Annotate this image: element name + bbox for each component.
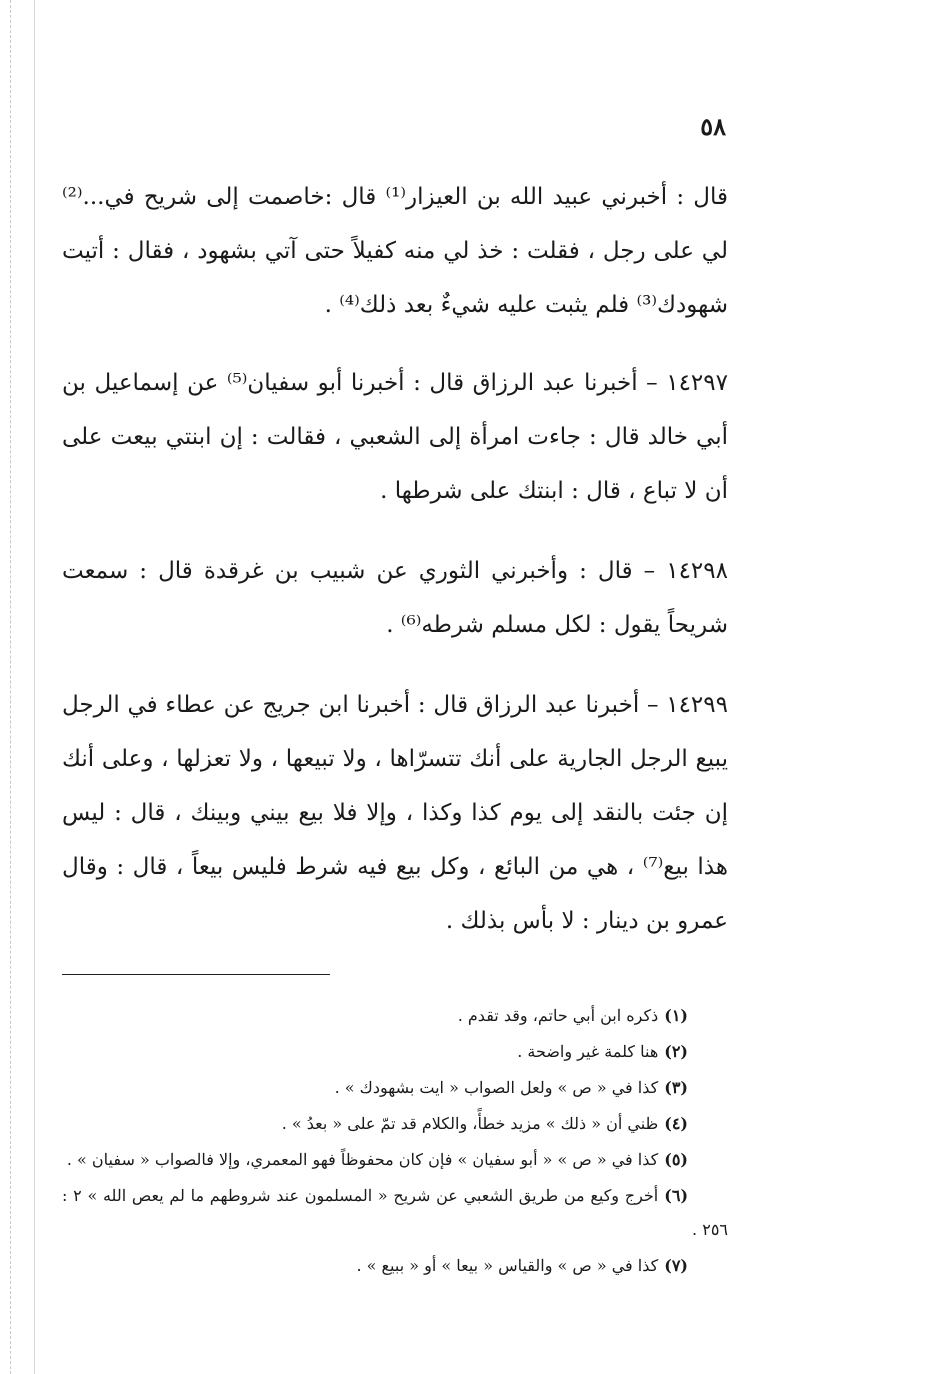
footnote xyxy=(62,1071,728,1105)
paragraph-narration: قال : أخبرني عبيد الله بن العيزار⁽¹⁾ قال :خاصمت إلى شريح في...⁽²⁾ لي على رجل ، فقلت : خذ لي منه كفيلاً حتى آتي بشهود ، فقال : أتيت شهودك⁽³⁾ فلم يثبت عليه شيءٌ بعد ذلك⁽⁴⁾ . xyxy=(62,184,728,318)
footnote-number: (١) xyxy=(664,1006,688,1025)
footnote xyxy=(62,999,728,1033)
footnote-number: (٦) xyxy=(664,1186,689,1205)
book-page xyxy=(62,112,728,1285)
footnote-text: أخرج وكيع من طريق الشعبي عن شريح « المسلمون عند شروطهم ما لم يعص الله » ٢ : ٢٥٦ . xyxy=(62,1186,728,1239)
footnote-number: (٣) xyxy=(664,1078,688,1097)
footnote-text: كذا في « ص » ولعل الصواب « ايت بشهودك » . xyxy=(334,1078,659,1097)
footnote-text: ذكره ابن أبي حاتم، وقد تقدم . xyxy=(457,1006,659,1025)
scan-margin-line xyxy=(34,0,35,1374)
footnote-number: (٢) xyxy=(664,1042,688,1061)
paragraph-hadith-14297: ١٤٢٩٧ – أخبرنا عبد الرزاق قال : أخبرنا أبو سفيان⁽⁵⁾ عن إسماعيل بن أبي خالد قال : جاءت امرأة إلى الشعبي ، فقالت : إن ابنتي بيعت على أن لا تباع ، قال : ابنتك على شرطها . xyxy=(62,370,728,504)
footnote xyxy=(62,1035,728,1069)
paragraph-hadith-14299: ١٤٢٩٩ – أخبرنا عبد الرزاق قال : أخبرنا ابن جريج عن عطاء في الرجل يبيع الرجل الجارية على أنك تتسرّاها ، ولا تبيعها ، ولا تعزلها ، وعلى أنك إن جئت بالنقد إلى يوم كذا وكذا ، وإلا فلا بيع بيني وبينك ، قال : ليس هذا بيع⁽⁷⁾ ، هي من البائع ، وكل بيع فيه شرط فليس بيعاً ، قال : وقال عمرو بن دينار : لا بأس بذلك . xyxy=(62,692,728,934)
footnote-divider xyxy=(62,974,330,975)
scan-margin-line xyxy=(10,0,11,1374)
footnote xyxy=(62,1107,728,1141)
footnote-number: (٤) xyxy=(664,1114,688,1133)
footnote-text: هنا كلمة غير واضحة . xyxy=(517,1042,659,1061)
footnote xyxy=(62,1143,728,1177)
footnote-text: كذا في « ص » والقياس « بيعا » أو « ببيع » . xyxy=(356,1256,659,1275)
footnote-number: (٧) xyxy=(664,1256,688,1275)
paragraph-hadith-14298: ١٤٢٩٨ – قال : وأخبرني الثوري عن شبيب بن غرقدة قال : سمعت شريحاً يقول : لكل مسلم شرطه⁽⁶⁾ . xyxy=(62,558,728,638)
footnote xyxy=(62,1179,728,1247)
footnote-text: ظني أن « ذلك » مزيد خطأً، والكلام قد تمّ على « بعدُ » . xyxy=(281,1114,659,1133)
footnotes xyxy=(62,999,728,1283)
footnote-number: (٥) xyxy=(664,1150,688,1169)
footnote-text: كذا في « ص » « أبو سفيان » فإن كان محفوظاً فهو المعمري، وإلا فالصواب « سفيان » . xyxy=(66,1150,659,1169)
page-number: ٥٨ xyxy=(700,112,726,141)
footnote xyxy=(62,1249,728,1283)
